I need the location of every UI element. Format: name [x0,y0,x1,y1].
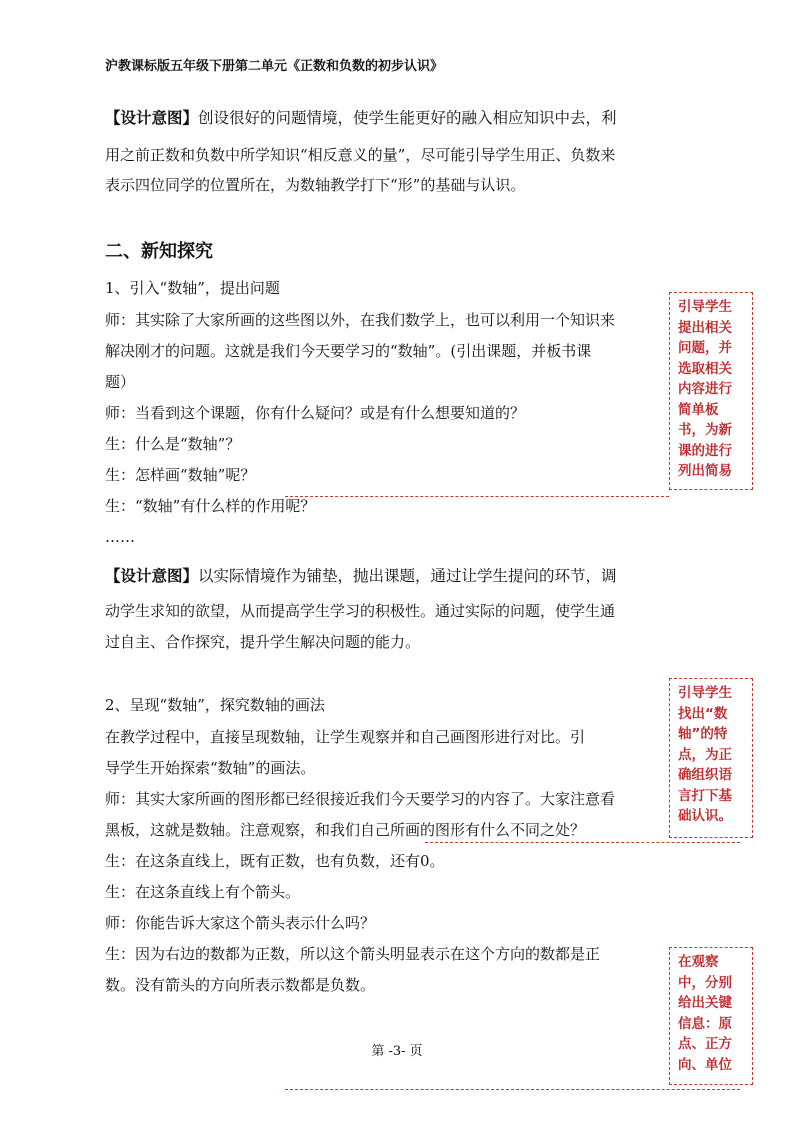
comment-line: 问题，并 [678,340,732,356]
body-text: 用之前正数和负数中所学知识“相反意义的量”，尽可能引导学生用正、负数来 [105,146,616,164]
body-line [105,758,315,778]
body-line [105,372,135,392]
comment-line: 引导学生 [678,299,732,315]
body-text: 2、呈现“数轴”，探究数轴的画法 [105,696,325,714]
body-text: 表示四位同学的位置所在，为数轴教学打下“形”的基础与认识。 [105,176,526,194]
design-intent-tag: 【设计意图】 [105,567,199,585]
comment-line: 简单板 [678,401,719,418]
body-line [105,820,585,840]
body-text: 导学生开始探索“数轴”的画法。 [105,759,316,777]
comment-line: 给出关键 [678,995,732,1011]
comment-line: 中，分别 [678,974,732,991]
body-line [105,944,600,964]
comment-leader-line [425,842,740,843]
body-line [105,913,375,933]
comment-line: 找出“数 [678,705,728,722]
body-text: 在教学过程中，直接呈现数轴，让学生观察并和自己画图形进行对比。引 [105,728,586,746]
body-text: 黑板，这就是数轴。注意观察，和我们自己所画的图形有什么不同之处？ [105,821,586,839]
body-line [105,278,280,298]
body-text: 以实际情境作为铺垫，抛出课题，通过让学生提问的环节，调 [198,567,617,585]
comment-box [669,947,753,1085]
body-text: 题） [105,373,136,391]
body-line [105,465,255,485]
body-text: 过自主、合作探究，提升学生解决问题的能力。 [105,633,421,651]
body-line [105,434,240,454]
body-text: 创设很好的问题情境，使学生能更好的融入相应知识中去，利 [198,109,617,127]
body-line [105,341,591,361]
section-heading: 二、新知探究 [105,241,213,262]
comment-line: 提出相关 [678,319,732,336]
comment-line: 内容进行 [678,381,732,397]
page-number: 第 -3- 页 [371,1044,423,1059]
body-text: 生：“数轴”有什么样的作用呢？ [105,497,316,515]
comment-line: 课的进行 [678,442,732,459]
comment-line: 轴”的特 [678,726,728,742]
body-line [105,882,300,902]
body-line [105,695,325,715]
comment-line: 引导学生 [678,685,732,701]
comment-leader-line [285,1089,740,1090]
body-text: 师：其实大家所画的图形都已经很接近我们今天要学习的内容了。大家注意看 [105,790,616,808]
body-line [105,727,585,747]
body-text: 师：你能告诉大家这个箭头表示什么吗？ [105,914,376,932]
body-text: 1、引入“数轴”，提出问题 [105,279,280,297]
body-text: 生：怎样画“数轴”呢？ [105,466,256,484]
body-line [105,527,135,547]
body-line [105,403,525,423]
body-text: 生：在这条直线上，既有正数，也有负数，还有0。 [105,852,445,870]
body-line [105,566,617,586]
body-text: …… [105,528,135,546]
body-line [105,632,420,652]
comment-box [669,292,753,490]
body-text: 师：其实除了大家所画的这些图以外，在我们数学上，也可以利用一个知识来 [105,311,616,329]
body-text: 生：什么是“数轴”？ [105,435,241,453]
body-text: 生：在这条直线上有个箭头。 [105,883,301,901]
page-header: 沪教课标版五年级下册第二单元《正数和负数的初步认识》 [105,59,444,74]
body-line [105,601,615,621]
comment-line: 础认识。 [678,808,732,824]
comment-line: 向、单位 [678,1056,732,1073]
comment-line: 点，为正 [678,746,732,763]
comment-line: 确组织语 [678,767,732,783]
body-line [105,975,375,995]
body-line [105,108,617,128]
comment-line: 言打下基 [678,787,732,804]
body-line [105,175,525,195]
comment-line: 在观察 [678,954,719,970]
comment-box [669,678,753,838]
body-line [105,145,615,165]
comment-line: 选取相关 [678,360,732,377]
comment-line: 点、正方 [678,1036,732,1052]
comment-line: 信息：原 [678,1015,732,1032]
body-text: 生：因为右边的数都为正数，所以这个箭头明显表示在这个方向的数都是正 [105,945,601,963]
body-text: 数。没有箭头的方向所表示数都是负数。 [105,976,376,994]
body-text: 师：当看到这个课题，你有什么疑问？或是有什么想要知道的？ [105,404,526,422]
body-line [105,851,445,871]
body-text: 解决刚才的问题。这就是我们今天要学习的“数轴”。(引出课题，并板书课 [105,342,592,360]
comment-line: 书，为新 [678,422,732,438]
body-line [105,496,315,516]
comment-line: 列出简易 [678,463,732,479]
design-intent-tag: 【设计意图】 [105,109,199,127]
body-text: 动学生求知的欲望，从而提高学生学习的积极性。通过实际的问题，使学生通 [105,602,616,620]
body-line [105,310,615,330]
body-line [105,789,615,809]
comment-leader-line [285,496,669,497]
